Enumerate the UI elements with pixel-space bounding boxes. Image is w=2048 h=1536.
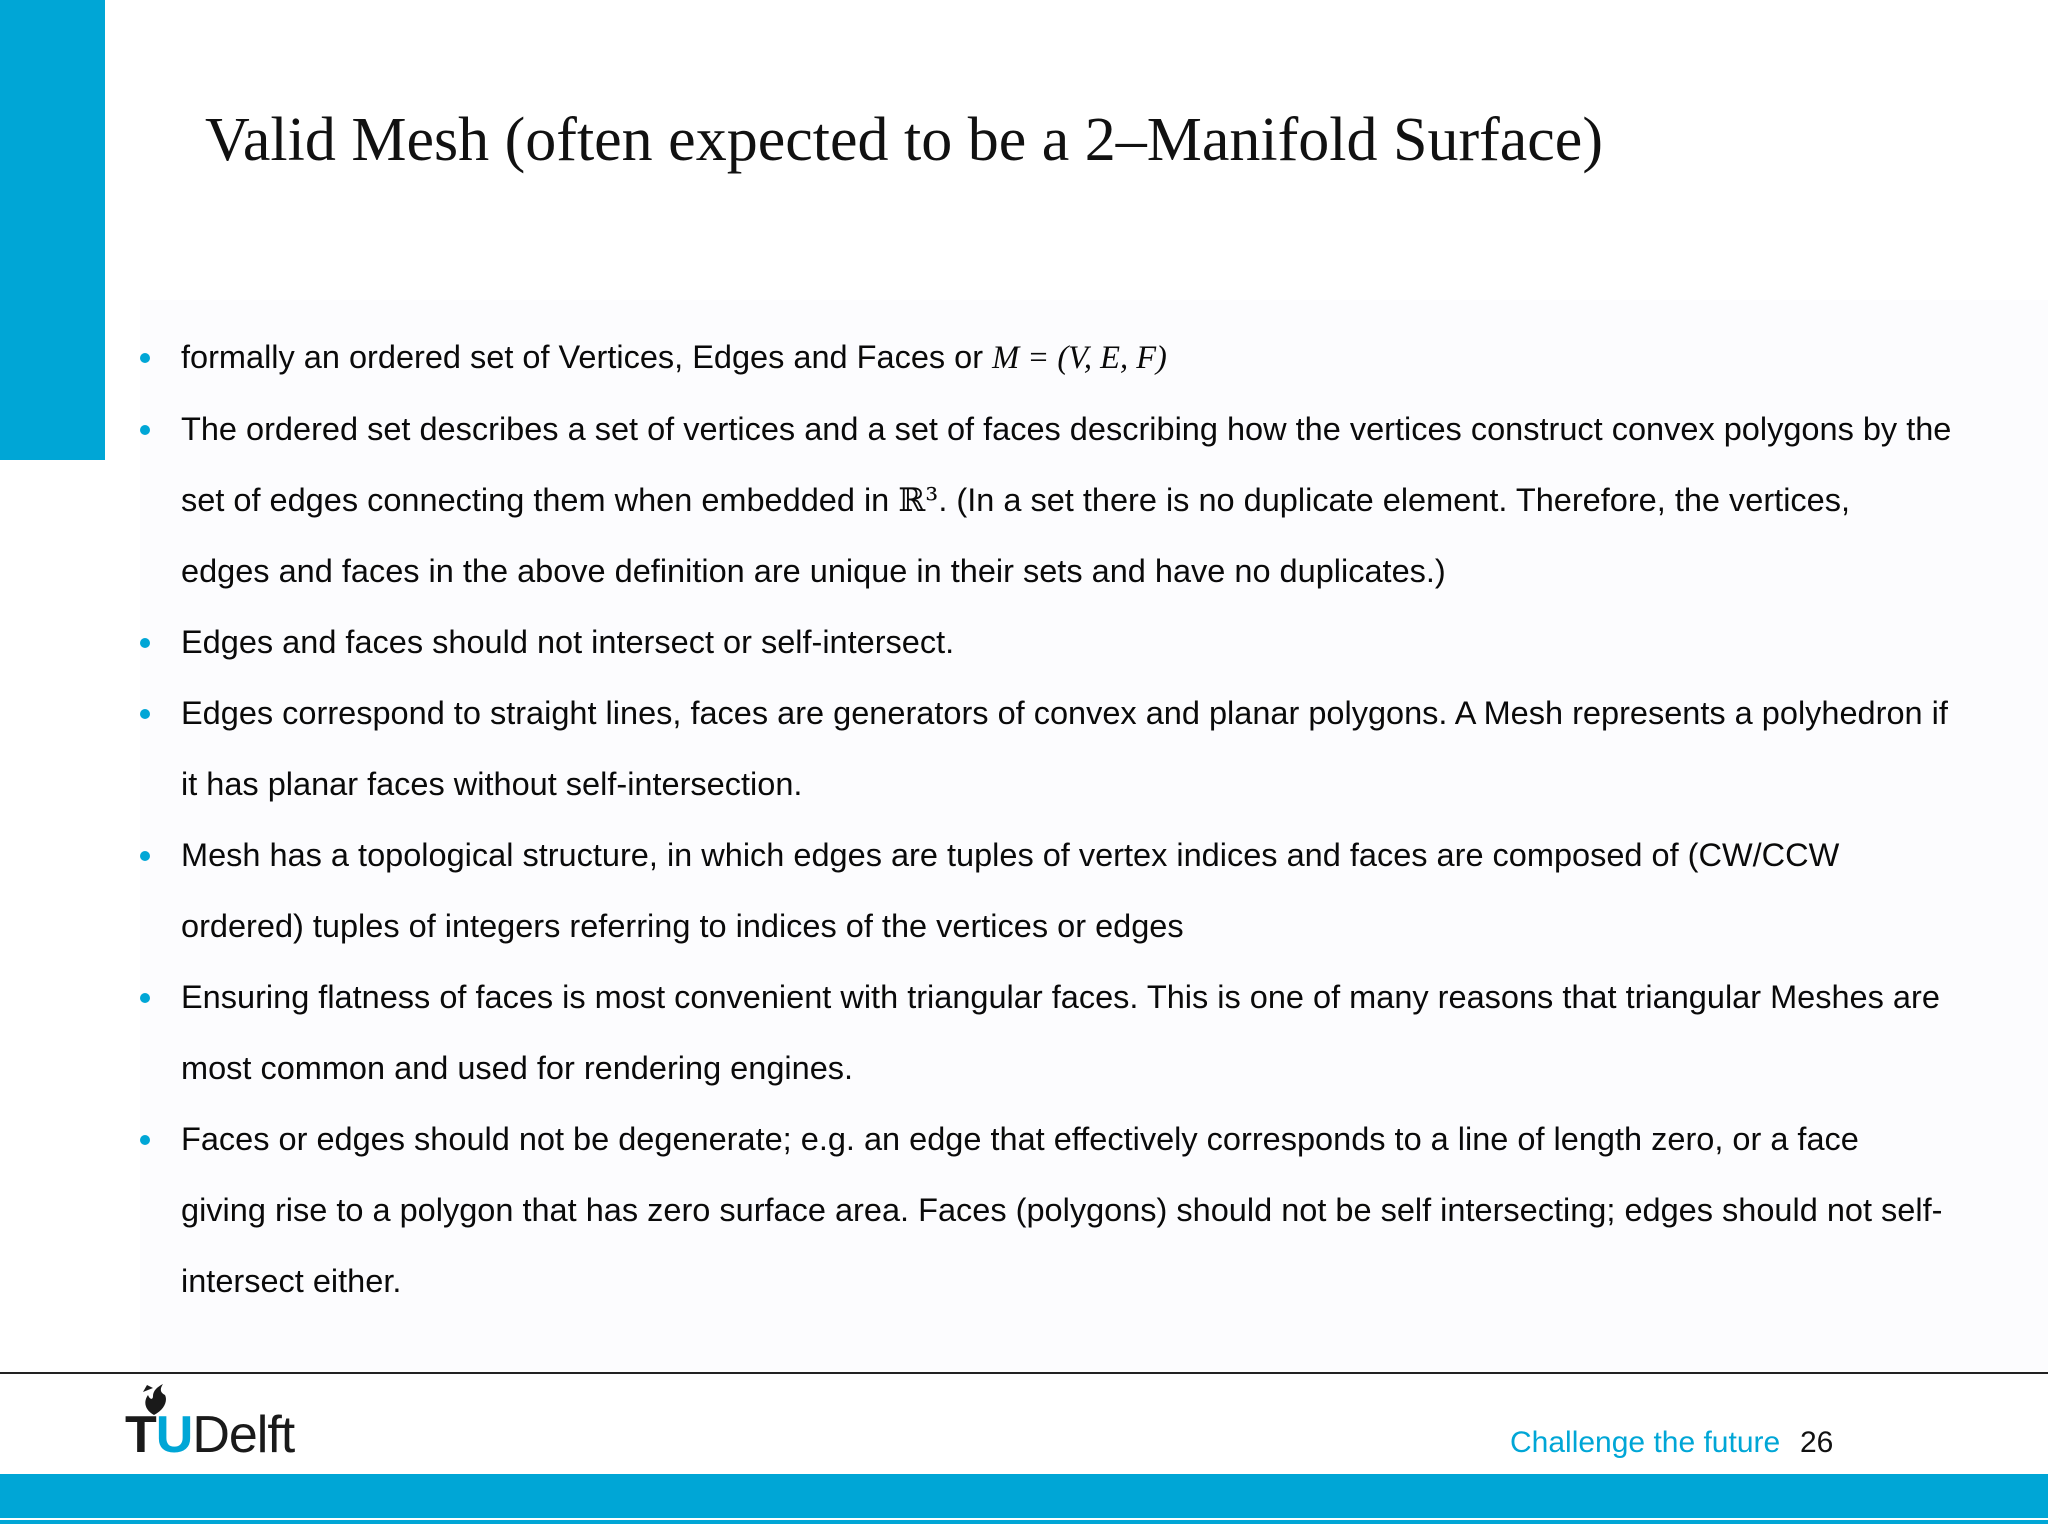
bullet-text: it has planar faces without self-intersection. xyxy=(181,766,803,802)
bullet-text: Edges correspond to straight lines, faces are generators of convex and planar polygons. A Mesh represents a polyhedron if xyxy=(181,695,1948,731)
math-r3: ℝ³ xyxy=(898,481,939,519)
bullet-dot-icon xyxy=(140,638,150,648)
logo-letter-t: T xyxy=(125,1406,156,1464)
bullet-text: most common and used for rendering engines. xyxy=(181,1050,854,1086)
bullet-item-degenerate xyxy=(140,1104,2040,1317)
bullet-text: Ensuring flatness of faces is most convenient with triangular faces. This is one of many reasons that triangular Meshes are xyxy=(181,979,1940,1015)
logo-delft: Delft xyxy=(192,1406,295,1464)
bullet-text: intersect either. xyxy=(181,1263,402,1299)
bullet-text: The ordered set describes a set of vertices and a set of faces describing how the vertices construct convex polygons by the xyxy=(181,411,1952,447)
tagline: Challenge the future xyxy=(1510,1426,1781,1459)
bullet-dot-icon xyxy=(140,851,150,861)
bullet-item-definition xyxy=(140,322,2040,394)
bullet-text: ordered) tuples of integers referring to indices of the vertices or edges xyxy=(181,908,1184,944)
logo-letter-u: U xyxy=(155,1406,193,1464)
bullet-text: set of edges connecting them when embedded in xyxy=(181,482,899,518)
bullet-text: formally an ordered set of Vertices, Edges and Faces or xyxy=(181,339,993,375)
bullet-text: . (In a set there is no duplicate element. Therefore, the vertices, xyxy=(938,482,1851,518)
left-accent-bar xyxy=(0,0,105,460)
bullet-item-ordered-set xyxy=(140,394,2040,607)
bullet-dot-icon xyxy=(140,993,150,1003)
bullet-text: edges and faces in the above definition are unique in their sets and have no duplicates.) xyxy=(181,553,1446,589)
bullet-text: giving rise to a polygon that has zero surface area. Faces (polygons) should not be self intersecting; edges should not self- xyxy=(181,1192,1943,1228)
bullet-text: Edges and faces should not intersect or self-intersect. xyxy=(181,624,955,660)
bullet-dot-icon xyxy=(140,353,150,363)
math-formula: M = (V, E, F) xyxy=(992,340,1167,376)
bullet-list xyxy=(140,322,2040,1317)
footer-band-line xyxy=(0,1520,2048,1524)
tudelft-logo xyxy=(125,1382,335,1464)
bullet-item-intersect xyxy=(140,607,2040,678)
bullet-item-flatness xyxy=(140,962,2040,1104)
slide-title: Valid Mesh (often expected to be a 2–Manifold Surface) xyxy=(205,106,1603,174)
bullet-dot-icon xyxy=(140,1135,150,1145)
bullet-dot-icon xyxy=(140,425,150,435)
footer-divider xyxy=(0,1372,2048,1374)
footer-band xyxy=(0,1474,2048,1518)
page-number: 26 xyxy=(1800,1426,1834,1459)
bullet-item-edges-faces xyxy=(140,678,2040,820)
bullet-dot-icon xyxy=(140,709,150,719)
bullet-item-topology xyxy=(140,820,2040,962)
logo-wordmark xyxy=(125,1404,294,1466)
bullet-text: Mesh has a topological structure, in which edges are tuples of vertex indices and faces are composed of (CW/CCW xyxy=(181,837,1840,873)
bullet-text: Faces or edges should not be degenerate; e.g. an edge that effectively corresponds to a line of length zero, or a face xyxy=(181,1121,1859,1157)
